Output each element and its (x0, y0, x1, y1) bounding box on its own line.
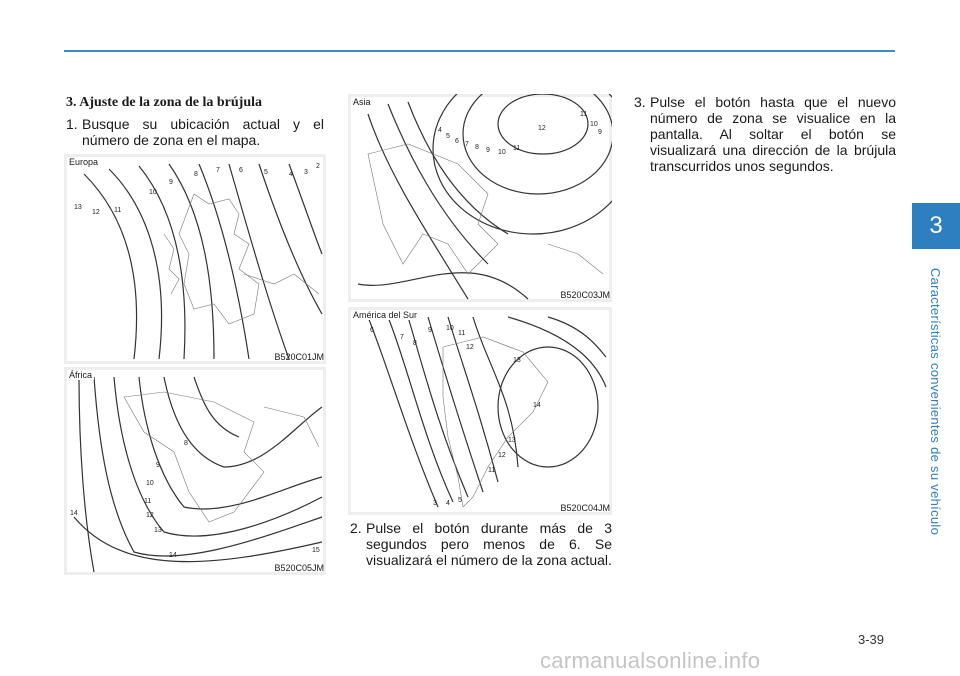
page-number: 3-39 (858, 632, 885, 647)
map-africa-code: B520C05JM (274, 563, 324, 573)
svg-text:9: 9 (428, 327, 432, 334)
map-america-del-sur-code: B520C04JM (560, 503, 610, 513)
svg-text:7: 7 (465, 141, 469, 148)
svg-text:11: 11 (580, 111, 588, 118)
map-africa-image (64, 367, 326, 575)
chapter-title-text: Características convenientes de su vehículo (928, 267, 944, 535)
svg-text:10: 10 (149, 189, 157, 196)
svg-text:13: 13 (508, 437, 516, 444)
svg-text:13: 13 (513, 357, 521, 364)
svg-text:11: 11 (488, 467, 496, 474)
step-1-number: 1. (66, 116, 78, 132)
step-2-number: 2. (350, 520, 362, 536)
svg-text:10: 10 (146, 480, 154, 487)
svg-text:5: 5 (264, 169, 268, 176)
step-3 (634, 94, 896, 174)
svg-text:3: 3 (433, 500, 437, 507)
step-1 (66, 116, 324, 148)
svg-text:11: 11 (114, 207, 122, 214)
step-3-text: Pulse el botón hasta que el nuevo número de zona se visualice en la pantalla. Al soltar el botón se visualizará una dirección de la brújula transcurridos unos segundos. (650, 94, 896, 174)
map-asia-code: B520C03JM (560, 290, 610, 300)
svg-text:10: 10 (590, 121, 598, 128)
svg-text:10: 10 (446, 325, 454, 332)
svg-text:8: 8 (184, 440, 188, 447)
section-heading: 3. Ajuste de la zona de la brújula (66, 95, 263, 110)
svg-text:4: 4 (289, 171, 293, 178)
svg-text:6: 6 (370, 327, 374, 334)
svg-text:8: 8 (475, 144, 479, 151)
svg-text:4: 4 (446, 500, 450, 507)
step-3-number: 3. (634, 94, 646, 110)
map-europa (64, 154, 326, 364)
svg-text:8: 8 (194, 171, 198, 178)
svg-text:14: 14 (70, 510, 78, 517)
svg-text:11: 11 (144, 498, 152, 505)
svg-text:12: 12 (146, 512, 154, 519)
map-asia-region: Asia (353, 97, 371, 107)
svg-text:6: 6 (455, 138, 459, 145)
step-1-text: Busque su ubicación actual y el número de zona en el mapa. (82, 116, 324, 148)
svg-text:15: 15 (312, 547, 320, 554)
map-america-del-sur-image (348, 307, 612, 515)
chapter-side-title (898, 256, 960, 546)
svg-text:10: 10 (498, 149, 506, 156)
svg-text:9: 9 (156, 462, 160, 469)
chapter-number-tab: 3 (912, 203, 960, 249)
svg-text:7: 7 (216, 167, 220, 174)
footer-site-text: carmanualsonline.info (540, 648, 761, 673)
svg-text:3: 3 (304, 169, 308, 176)
svg-text:4: 4 (438, 127, 442, 134)
step-2 (350, 520, 612, 568)
svg-text:2: 2 (316, 163, 320, 170)
svg-text:9: 9 (486, 147, 490, 154)
svg-text:14: 14 (169, 552, 177, 559)
svg-text:12: 12 (538, 125, 546, 132)
svg-text:12: 12 (92, 209, 100, 216)
map-asia-image (348, 94, 612, 302)
svg-text:8: 8 (413, 340, 417, 347)
svg-text:5: 5 (446, 133, 450, 140)
map-america-del-sur-region: América del Sur (353, 310, 418, 320)
map-europa-code: B520C01JM (274, 352, 324, 362)
svg-text:7: 7 (400, 334, 404, 341)
svg-text:11: 11 (458, 330, 466, 337)
map-asia (348, 94, 612, 302)
svg-text:12: 12 (498, 452, 506, 459)
map-africa-region: África (69, 370, 93, 380)
svg-text:5: 5 (458, 497, 462, 504)
svg-text:6: 6 (239, 167, 243, 174)
svg-text:13: 13 (74, 204, 82, 211)
header-rule (64, 50, 895, 52)
svg-text:9: 9 (598, 129, 602, 136)
svg-text:9: 9 (169, 179, 173, 186)
svg-text:12: 12 (466, 344, 474, 351)
map-europa-image (64, 154, 326, 364)
svg-text:14: 14 (533, 402, 541, 409)
map-africa (64, 367, 326, 575)
map-europa-region: Europa (69, 157, 99, 167)
map-america-del-sur (348, 307, 612, 515)
svg-text:13: 13 (154, 527, 162, 534)
svg-text:11: 11 (513, 145, 521, 152)
step-2-text: Pulse el botón durante más de 3 segundos pero menos de 6. Se visualizará el número de la zona actual. (366, 520, 612, 568)
